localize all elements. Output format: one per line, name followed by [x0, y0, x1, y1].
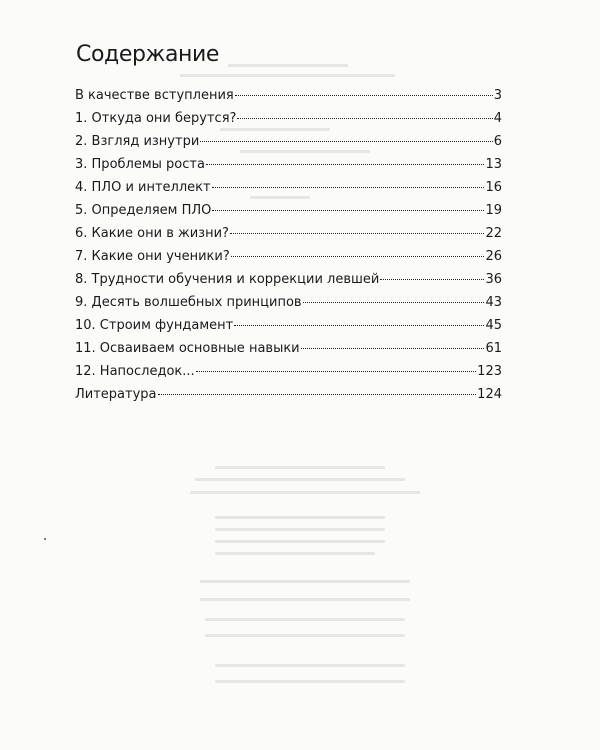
toc-entry — [75, 176, 502, 199]
toc-entry — [75, 314, 502, 337]
toc-entry-title: 2. Взгляд изнутри — [75, 134, 200, 149]
bleed-through-mark — [215, 664, 405, 667]
bleed-through-mark — [195, 478, 405, 481]
table-of-contents — [75, 84, 502, 406]
toc-entry-title: 5. Определяем ПЛО — [75, 203, 212, 218]
toc-entry-title: В качестве вступления — [75, 88, 234, 103]
bleed-through-mark — [205, 634, 405, 637]
toc-entry-title: 11. Осваиваем основные навыки — [75, 341, 300, 356]
toc-entry-title: Литература — [75, 387, 157, 402]
bleed-through-mark — [215, 528, 385, 531]
toc-entry-page: 4 — [493, 111, 502, 126]
toc-entry-page: 3 — [493, 88, 502, 103]
bleed-through-mark — [215, 466, 385, 469]
dot-leader — [301, 348, 485, 349]
toc-entry — [75, 84, 502, 107]
dot-leader — [230, 233, 485, 234]
bleed-through-mark — [215, 516, 385, 519]
toc-entry — [75, 360, 502, 383]
dot-leader — [212, 210, 484, 211]
toc-entry-title: 3. Проблемы роста — [75, 157, 205, 172]
toc-entry — [75, 245, 502, 268]
toc-entry-page: 16 — [485, 180, 502, 195]
bleed-through-mark — [200, 580, 410, 583]
bleed-through-mark — [215, 540, 385, 543]
toc-entry-page: 13 — [485, 157, 502, 172]
toc-entry-page: 61 — [485, 341, 502, 356]
dot-leader — [212, 187, 485, 188]
toc-entry-title: 4. ПЛО и интеллект — [75, 180, 211, 195]
toc-entry — [75, 222, 502, 245]
dot-leader — [158, 394, 477, 395]
toc-entry-title: 8. Трудности обучения и коррекции левшей — [75, 272, 380, 287]
dot-leader — [237, 118, 492, 119]
dot-leader — [200, 141, 492, 142]
toc-entry — [75, 107, 502, 130]
toc-entry-page: 6 — [493, 134, 502, 149]
dot-leader — [206, 164, 485, 165]
dot-leader — [231, 256, 485, 257]
toc-entry — [75, 199, 502, 222]
toc-entry-page: 22 — [485, 226, 502, 241]
toc-entry-title: 9. Десять волшебных принципов — [75, 295, 302, 310]
toc-entry-title: 6. Какие они в жизни? — [75, 226, 229, 241]
bleed-through-mark — [215, 552, 375, 555]
dust-speck — [44, 538, 46, 540]
dot-leader — [380, 279, 484, 280]
bleed-through-mark — [215, 680, 405, 683]
toc-entry-title: 10. Строим фундамент — [75, 318, 234, 333]
toc-entry-page: 45 — [485, 318, 502, 333]
toc-entry — [75, 337, 502, 360]
toc-entry-page: 36 — [485, 272, 502, 287]
dot-leader — [196, 371, 477, 372]
toc-entry-title: 1. Откуда они берутся? — [75, 111, 237, 126]
bleed-through-mark — [228, 64, 348, 67]
toc-entry-page: 19 — [485, 203, 502, 218]
toc-entry-page: 43 — [485, 295, 502, 310]
page-title: Содержание — [76, 42, 220, 67]
toc-entry — [75, 268, 502, 291]
dot-leader — [303, 302, 485, 303]
toc-entry-title: 7. Какие они ученики? — [75, 249, 230, 264]
bleed-through-mark — [190, 491, 420, 494]
toc-entry — [75, 130, 502, 153]
dot-leader — [234, 325, 484, 326]
dot-leader — [235, 95, 493, 96]
toc-entry-page: 123 — [477, 364, 502, 379]
toc-entry-title: 12. Напоследок... — [75, 364, 195, 379]
bleed-through-mark — [205, 618, 405, 621]
toc-entry-page: 124 — [477, 387, 502, 402]
toc-entry — [75, 153, 502, 176]
toc-entry — [75, 383, 502, 406]
bleed-through-mark — [200, 598, 410, 601]
toc-entry-page: 26 — [485, 249, 502, 264]
bleed-through-mark — [180, 74, 395, 77]
toc-entry — [75, 291, 502, 314]
